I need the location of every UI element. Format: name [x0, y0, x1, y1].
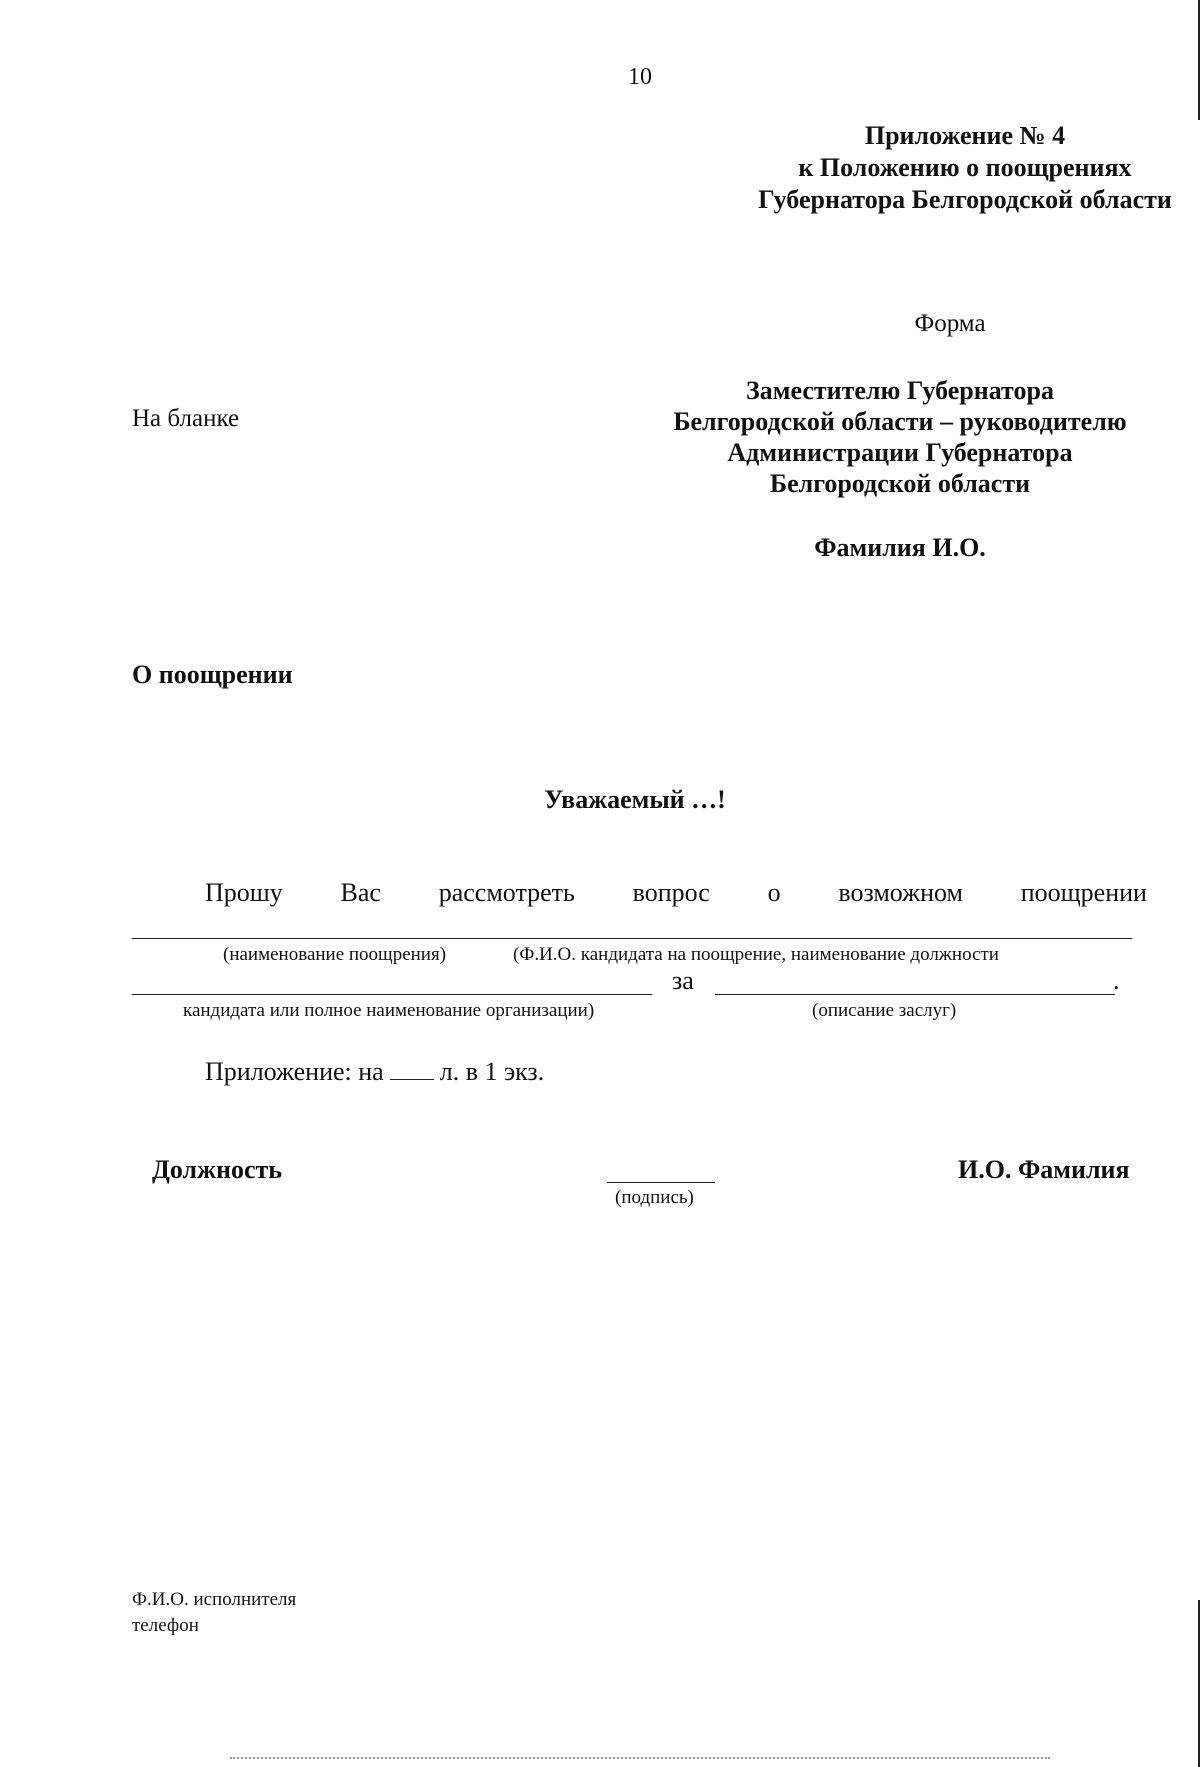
- za-word: за: [672, 966, 694, 995]
- addressee-line-4: Белгородской области: [769, 469, 1031, 498]
- attachment-line: [205, 1057, 544, 1087]
- salutation: Уважаемый …!: [544, 785, 726, 814]
- caption-award-name: (наименование поощрения): [223, 944, 447, 965]
- request-word: вопрос: [632, 878, 710, 907]
- form-label: Форма: [914, 310, 986, 337]
- executor-name-label: Ф.И.О. исполнителя: [132, 1589, 297, 1610]
- addressee-line-1: Заместителю Губернатора: [746, 376, 1054, 405]
- request-word: поощрении: [1020, 878, 1147, 907]
- fill-in-line-organization: [132, 994, 652, 995]
- appendix-line-2: к Положению о поощрениях: [798, 153, 1132, 182]
- request-word: о: [767, 878, 781, 907]
- attachment-prefix: Приложение: на: [205, 1057, 384, 1086]
- addressee-block: [640, 375, 1160, 499]
- request-sentence: [205, 878, 1147, 908]
- appendix-line-1: Приложение № 4: [864, 121, 1066, 150]
- addressee-name: Фамилия И.О.: [814, 533, 986, 562]
- fill-in-line-award-candidate: [132, 938, 1132, 939]
- signature-line: [607, 1182, 715, 1183]
- appendix-line-3: Губернатора Белгородской области: [758, 185, 1172, 214]
- executor-phone-label: телефон: [132, 1615, 199, 1636]
- addressee-line-3: Администрации Губернатора: [727, 438, 1073, 467]
- caption-organization: кандидата или полное наименование организации): [183, 1000, 595, 1021]
- page-number: 10: [628, 64, 652, 90]
- request-word: Прошу: [205, 878, 283, 907]
- appendix-header: [640, 120, 1200, 216]
- signer-name: И.О. Фамилия: [958, 1155, 1130, 1184]
- letterhead-note: На бланке: [132, 405, 240, 432]
- signature-caption: (подпись): [615, 1187, 694, 1208]
- letter-subject: О поощрении: [132, 660, 293, 689]
- request-word: рассмотреть: [438, 878, 575, 907]
- fill-in-line-merits: [715, 994, 1115, 995]
- addressee-line-2: Белгородской области – руководителю: [673, 407, 1127, 436]
- scan-noise: [230, 1757, 1050, 1759]
- sentence-period: .: [1113, 966, 1120, 995]
- request-word: Вас: [340, 878, 381, 907]
- signer-position: Должность: [152, 1155, 283, 1184]
- request-word: возможном: [838, 878, 963, 907]
- executor-info: [132, 1587, 296, 1639]
- attachment-suffix: л. в 1 экз.: [439, 1057, 545, 1086]
- caption-merits: (описание заслуг): [812, 1000, 957, 1021]
- caption-candidate: (Ф.И.О. кандидата на поощрение, наименование должности: [513, 944, 999, 965]
- attachment-pages-blank: [390, 1061, 434, 1080]
